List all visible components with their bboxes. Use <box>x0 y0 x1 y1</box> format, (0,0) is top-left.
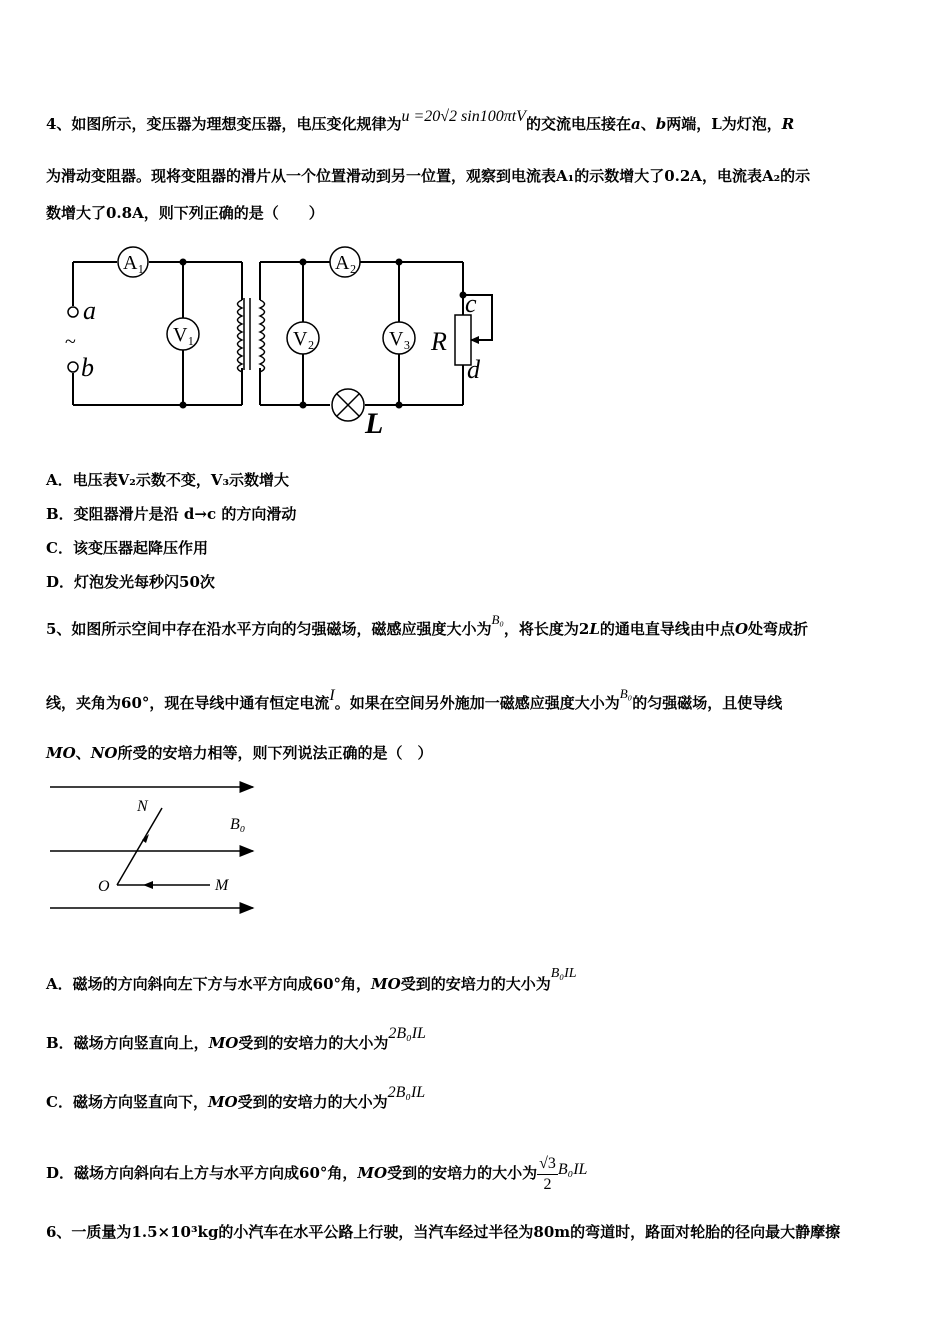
q5-option-c-text: C．磁场方向竖直向下， <box>46 1093 208 1111</box>
q5-option-d-text: D．磁场方向斜向右上方与水平方向成60°角， <box>46 1164 358 1182</box>
q5-stem-text-f: 。如果在空间另外施加一磁感应强度大小为 <box>334 694 620 712</box>
label-tilde: ~ <box>65 331 76 353</box>
label-terminal-b: b <box>81 353 94 382</box>
q4-voltage-formula: u =20√2 sin100πtV <box>401 108 526 125</box>
q4-sep: 、 <box>640 115 656 133</box>
q5-option-a-tail: 受到的安培力的大小为 <box>400 975 551 993</box>
q5-stem-text-c: 的通电直导线由中点 <box>599 620 735 638</box>
q5-option-b-text: B．磁场方向竖直向上， <box>46 1034 209 1052</box>
q5-var-i: I <box>329 687 335 704</box>
q5-option-a[interactable] <box>46 966 577 996</box>
q5-option-c-tail: 受到的安培力的大小为 <box>237 1093 388 1111</box>
q5-mo: MO <box>46 744 76 762</box>
label-b0: B₀ <box>230 816 246 833</box>
q4-option-b[interactable]: B．变阻器滑片是沿 d→c 的方向滑动 <box>46 505 297 523</box>
q4-stem-line-2: 为滑动变阻器。现将变阻器的滑片从一个位置滑动到另一位置，观察到电流表A₁的示数增大了0.2A，电流表A₂的示 <box>46 167 811 185</box>
q5-stem-text-b: ，将长度为2 <box>503 620 590 638</box>
q5-option-c[interactable] <box>46 1084 426 1113</box>
label-v3: V₃ <box>389 328 411 350</box>
q5-stem-text-d: 处弯成折 <box>748 620 809 638</box>
q5-option-a-mo: MO <box>371 975 401 993</box>
q4-circuit-diagram <box>55 240 505 440</box>
q4-stem-line-1 <box>46 108 795 135</box>
q5-sep: 、 <box>75 744 91 762</box>
q5-no: NO <box>90 744 118 762</box>
q4-option-d[interactable]: D．灯泡发光每秒闪50次 <box>46 573 215 591</box>
q5-stem-line-2 <box>46 686 783 714</box>
q4-var-a: a <box>630 115 641 133</box>
q6-stem-line-1: 6、一质量为1.5×10³kg的小汽车在水平公路上行驶，当汽车经过半径为80m的弯道时，路面对轮胎的径向最大静摩擦 <box>46 1223 841 1241</box>
label-lamp-l: L <box>365 407 384 440</box>
q5-option-d-formula: B₀IL <box>557 1161 588 1178</box>
label-d: d <box>467 355 480 384</box>
label-a2: A₂ <box>335 252 357 274</box>
q5-stem-line-3 <box>46 743 432 763</box>
q5-b0-symbol: B₀ <box>491 612 504 627</box>
label-o: O <box>98 878 110 895</box>
label-c: c <box>465 289 477 318</box>
frac-numerator: √3 <box>537 1154 558 1175</box>
q5-option-b-mo: MO <box>208 1034 239 1052</box>
q4-option-c[interactable]: C．该变压器起降压作用 <box>46 539 208 557</box>
q4-var-r: R <box>781 115 795 133</box>
label-m: M <box>215 877 229 894</box>
q5-option-b-tail: 受到的安培力的大小为 <box>238 1034 389 1052</box>
q4-stem-line-3: 数增大了0.8A，则下列正确的是（ ） <box>46 204 324 222</box>
q5-field-diagram <box>45 775 265 920</box>
label-a1: A₁ <box>123 252 145 274</box>
q5-b0-symbol-2: B₀ <box>619 686 633 701</box>
q5-stem-line-1 <box>46 612 809 640</box>
label-v1: V₁ <box>173 324 195 346</box>
q5-option-b-formula: 2B₀IL <box>388 1025 426 1042</box>
q5-option-c-mo: MO <box>207 1093 238 1111</box>
q5-option-d-mo: MO <box>357 1164 388 1182</box>
q5-stem-text-e: 线，夹角为60°，现在导线中通有恒定电流 <box>46 694 330 712</box>
q4-var-b: b <box>655 115 667 133</box>
q5-option-d-fraction <box>537 1154 558 1195</box>
q5-option-d-tail: 受到的安培力的大小为 <box>387 1164 538 1182</box>
q5-option-a-formula: B₀IL <box>550 966 577 981</box>
q5-option-d[interactable] <box>46 1150 587 1197</box>
q4-stem-text: 4、如图所示，变压器为理想变压器，电压变化规律为 <box>46 115 402 133</box>
q4-stem-text-b: 的交流电压接在 <box>525 115 631 133</box>
q5-stem-text-g: 的匀强磁场，且使导线 <box>632 694 783 712</box>
q5-option-c-formula: 2B₀IL <box>387 1084 426 1101</box>
q5-var-o: O <box>734 620 749 638</box>
label-n: N <box>137 798 148 815</box>
q5-option-a-text: A．磁场的方向斜向左下方与水平方向成60°角， <box>46 975 372 993</box>
q5-option-b[interactable] <box>46 1025 426 1054</box>
q4-option-a[interactable]: A．电压表V₂示数不变，V₃示数增大 <box>46 471 290 489</box>
label-terminal-a: a <box>83 296 96 325</box>
q5-stem-text-h: 所受的安培力相等，则下列说法正确的是（ ） <box>117 744 433 762</box>
frac-denominator: 2 <box>543 1175 552 1193</box>
label-v2: V₂ <box>293 328 315 350</box>
q5-stem-text-a: 5、如图所示空间中存在沿水平方向的匀强磁场，磁感应强度大小为 <box>46 620 492 638</box>
q5-var-l: L <box>589 620 600 638</box>
q4-stem-text-c: 两端，L为灯泡， <box>666 115 782 133</box>
label-r: R <box>431 327 447 356</box>
